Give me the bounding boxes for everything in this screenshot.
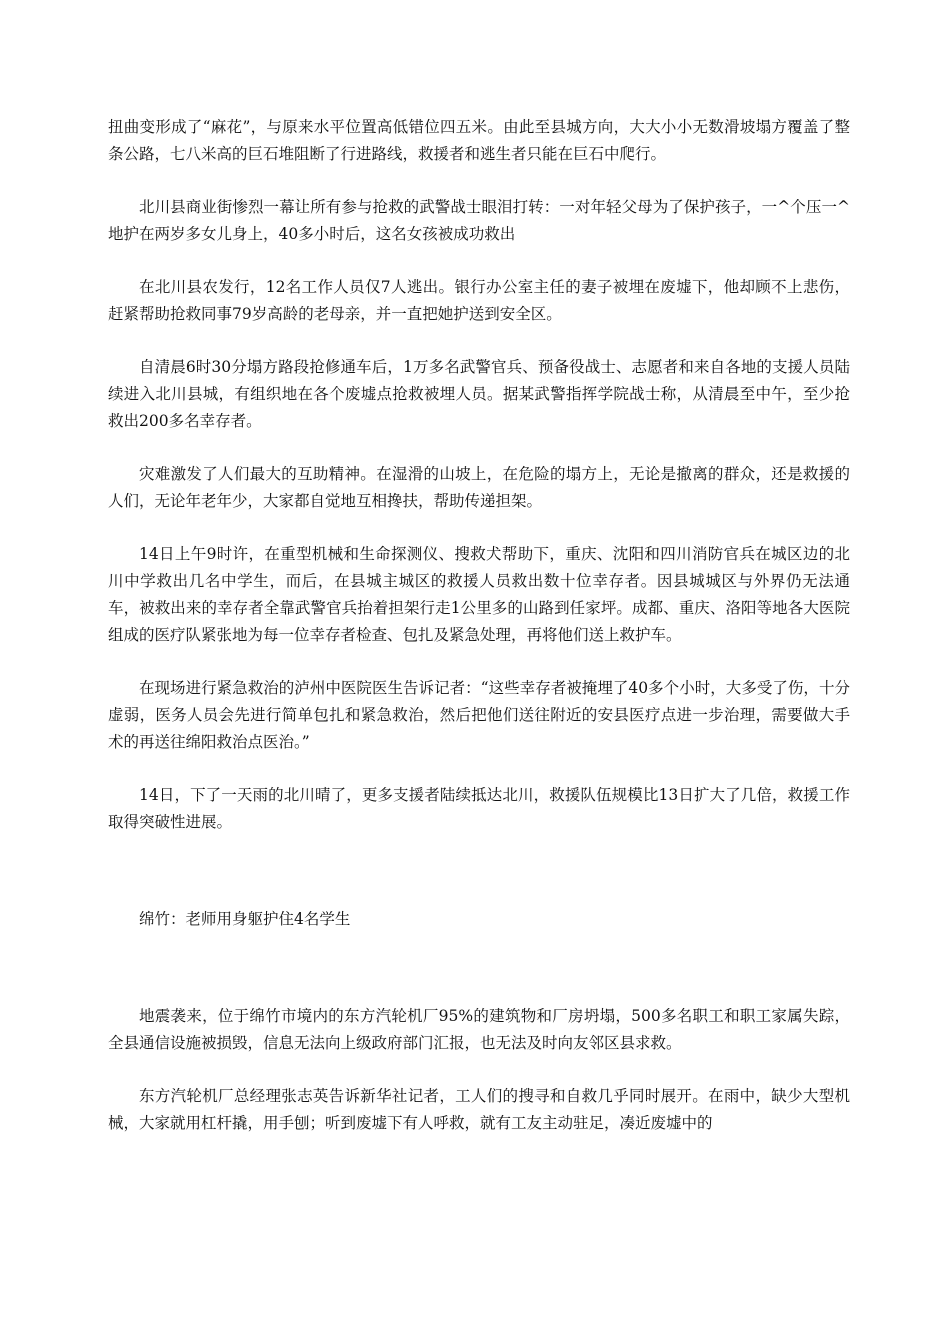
paragraph-5: 灾难激发了人们最大的互助精神。在湿滑的山坡上，在危险的塌方上，无论是撤离的群众，还是救援的人们，无论年老年少，大家都自觉地互相搀扶，帮助传递担架。 [108,465,850,510]
document-body [108,114,850,1163]
paragraph-4: 自清晨6时30分塌方路段抢修通车后，1万多名武警官兵、预备役战士、志愿者和来自各地的支援人员陆续进入北川县城，有组织地在各个废墟点抢救被埋人员。据某武警指挥学院战士称，从清晨至中午，至少抢救出200多名幸存者。 [108,358,850,430]
paragraph-1: 扭曲变形成了“麻花”，与原来水平位置高低错位四五米。由此至县城方向，大大小小无数滑坡塌方覆盖了整条公路，七八米高的巨石堆阻断了行进路线，救援者和逃生者只能在巨石中爬行。 [108,118,850,163]
paragraph-8: 14日，下了一天雨的北川晴了，更多支援者陆续抵达北川，救援队伍规模比13日扩大了几倍，救援工作取得突破性进展。 [108,786,850,831]
paragraph-2: 北川县商业街惨烈一幕让所有参与抢救的武警战士眼泪打转：一对年轻父母为了保护孩子，一^个压一^地护在两岁多女儿身上，40多小时后，这名女孩被成功救出 [108,198,850,243]
paragraph-10: 东方汽轮机厂总经理张志英告诉新华社记者，工人们的搜寻和自救几乎同时展开。在雨中，缺少大型机械，大家就用杠杆撬，用手刨；听到废墟下有人呼救，就有工友主动驻足，凑近废墟中的 [108,1087,850,1132]
paragraph-7: 在现场进行紧急救治的泸州中医院医生告诉记者：“这些幸存者被掩埋了40多个小时，大多受了伤，十分虚弱，医务人员会先进行简单包扎和紧急救治，然后把他们送往附近的安县医疗点进一步治理，需要做大手术的再送往绵阳救治点医治。” [108,679,850,751]
paragraph-6: 14日上午9时许，在重型机械和生命探测仪、搜救犬帮助下，重庆、沈阳和四川消防官兵在城区边的北川中学救出几名中学生，而后，在县城主城区的救援人员救出数十位幸存者。因县城城区与外界仍无法通车，被救出来的幸存者全靠武警官兵抬着担架行走1公里多的山路到任家坪。成都、重庆、洛阳等地各大医院组成的医疗队紧张地为每一位幸存者检查、包扎及紧急处理，再将他们送上救护车。 [108,545,850,644]
section-heading: 绵竹：老师用身躯护住4名学生 [139,910,351,928]
paragraph-9: 地震袭来，位于绵竹市境内的东方汽轮机厂95%的建筑物和厂房坍塌，500多名职工和职工家属失踪，全县通信设施被损毁，信息无法向上级政府部门汇报，也无法及时向友邻区县求救。 [108,1007,850,1052]
paragraph-3: 在北川县农发行，12名工作人员仅7人逃出。银行办公室主任的妻子被埋在废墟下，他却顾不上悲伤，赶紧帮助抢救同事79岁高龄的老母亲，并一直把她护送到安全区。 [108,278,850,323]
